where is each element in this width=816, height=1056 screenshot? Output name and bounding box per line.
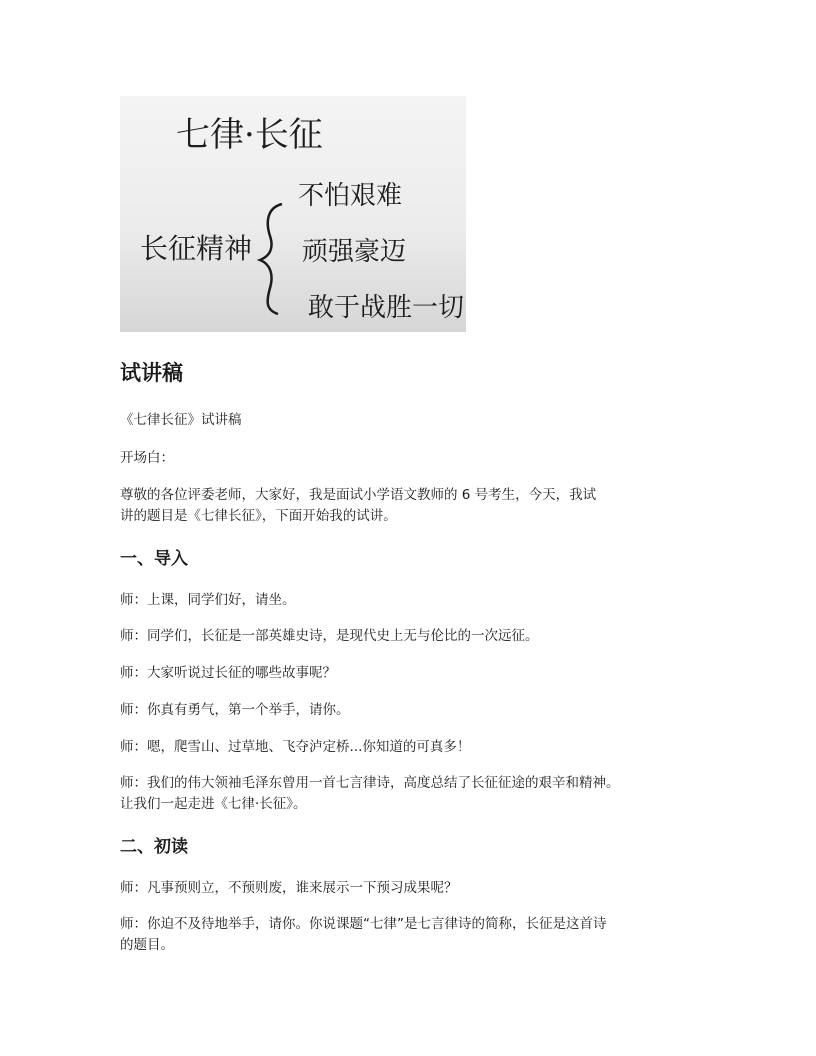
dialogue-line: 让我们一起走进《七律·长征》。	[120, 796, 307, 812]
intro-line-1: 尊敬的各位评委老师，大家好，我是面试小学语文教师的 6 号考生，今天，我试	[120, 487, 597, 503]
dialogue-line: 师：你迫不及待地举手，请你。你说课题“七律”是七言律诗的简称，长征是这首诗	[120, 916, 607, 932]
dialogue-line: 师：凡事预则立，不预则废，谁来展示一下预习成果呢？	[120, 880, 458, 896]
intro-line-2: 讲的题目是《七律长征》，下面开始我的试讲。	[120, 508, 397, 524]
dialogue-line: 师：我们的伟大领袖毛泽东曾用一首七言律诗，高度总结了长征征途的艰辛和精神。	[120, 775, 620, 791]
dialogue-line: 师：大家听说过长征的哪些故事呢？	[120, 665, 336, 681]
curly-brace	[260, 204, 282, 314]
section-heading-intro: 一、导入	[120, 549, 188, 569]
handwritten-notes-image	[120, 96, 466, 332]
notes-item-3: 敢于战胜一切	[308, 293, 465, 323]
dialogue-line: 的题目。	[120, 937, 174, 953]
dialogue-line: 师：你真有勇气，第一个举手，请你。	[120, 702, 350, 718]
dialogue-line: 师：嗯，爬雪山、过草地、飞夺泸定桥...你知道的可真多！	[120, 739, 471, 755]
page-title: 试讲稿	[120, 361, 183, 385]
notes-item-1: 不怕艰难	[298, 181, 403, 211]
handwriting-drawing	[120, 96, 466, 332]
section-heading-first-reading: 二、初读	[120, 837, 188, 857]
subtitle: 《七律长征》试讲稿	[120, 412, 242, 428]
dialogue-line: 师：同学们，长征是一部英雄史诗，是现代史上无与伦比的一次远征。	[120, 628, 539, 644]
notes-item-2: 顽强豪迈	[302, 237, 407, 267]
notes-title: 七律·长征	[176, 115, 323, 155]
dialogue-line: 师：上课，同学们好，请坐。	[120, 592, 296, 608]
notes-label: 长征精神	[140, 232, 253, 265]
opening-label: 开场白：	[120, 450, 174, 466]
